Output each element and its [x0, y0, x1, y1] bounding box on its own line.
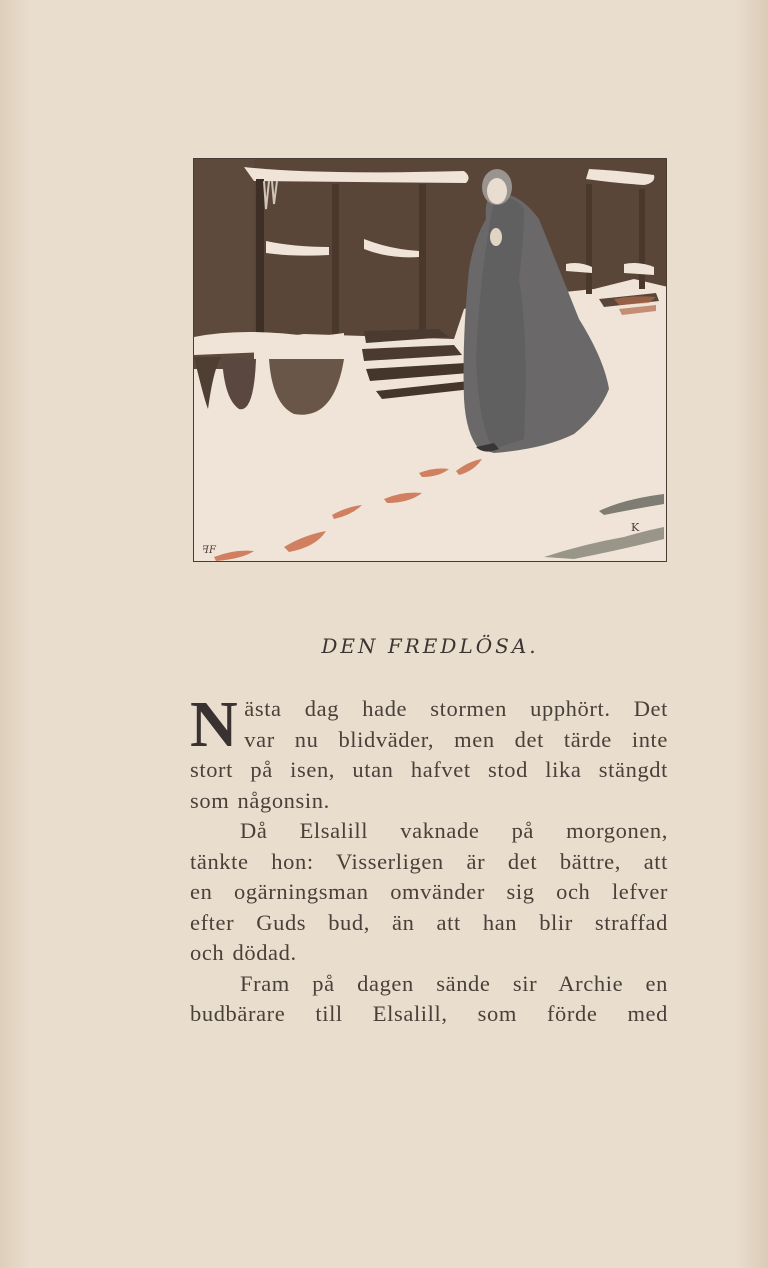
text-line: efter Guds bud, än att han blir straffad: [190, 909, 668, 935]
paragraph-3: [190, 969, 668, 1030]
text-line: stort på isen, utan hafvet stod lika stängdt: [190, 757, 668, 782]
paragraph-2: [190, 816, 668, 969]
chapter-illustration: [193, 158, 667, 562]
text-line: och dödad.: [190, 940, 297, 965]
body-text: [190, 688, 668, 1030]
svg-text:K: K: [631, 521, 640, 534]
text-line: tänkte hon: Visserligen är det bättre, att: [190, 848, 668, 874]
text-line: en ogärningsman omvänder sig och lefver: [190, 879, 668, 904]
text-line: som någonsin.: [190, 787, 330, 813]
text-line: budbärare till Elsalill, som förde med: [190, 1001, 668, 1026]
drop-cap: N: [190, 688, 239, 761]
paragraph-1: [190, 688, 668, 816]
svg-text:ꟻF: ꟻF: [202, 545, 216, 556]
illustration-drawing: [194, 159, 667, 562]
text-line: var nu blidväder, men det tärde inte: [244, 726, 668, 752]
chapter-title: DEN FREDLÖSA.: [321, 634, 539, 658]
text-line: Då Elsalill vaknade på morgonen,: [240, 818, 668, 843]
text-line: Fram på dagen sände sir Archie en: [240, 970, 668, 996]
text-line: ästa dag hade stormen upphört. Det: [244, 696, 668, 721]
